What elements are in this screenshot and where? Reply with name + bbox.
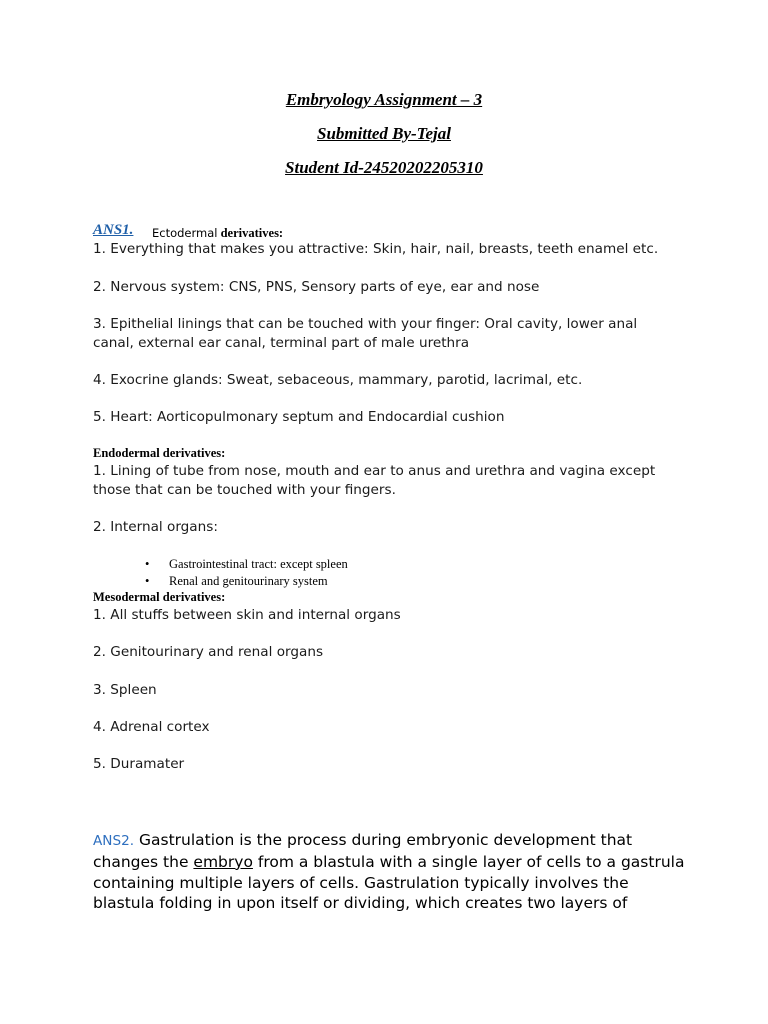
ecto-item-2: 2. Nervous system: CNS, PNS, Sensory parts of eye, ear and nose [93,279,540,295]
ectodermal-word: Ectodermal [152,226,218,240]
ans2-paragraph [93,830,693,914]
ans2-label: ANS2. [93,833,135,849]
list-item-text: Gastrointestinal tract: except spleen [169,557,348,571]
ecto-item-1: 1. Everything that makes you attractive: Skin, hair, nail, breasts, teeth enamel etc. [93,241,659,257]
ectodermal-heading [152,226,283,241]
meso-item-1: 1. All stuffs between skin and internal organs [93,607,401,623]
ecto-item-5: 5. Heart: Aorticopulmonary septum and Endocardial cushion [93,409,505,425]
list-item [145,556,348,573]
ecto-item-3: 3. Epithelial linings that can be touched with your finger: Oral cavity, lower anal [93,316,638,332]
mesodermal-heading: Mesodermal derivatives: [93,590,226,604]
endo-item-2: 2. Internal organs: [93,519,218,535]
meso-item-4: 4. Adrenal cortex [93,719,210,735]
ecto-item-3-cont: canal, external ear canal, terminal part of male urethra [93,335,470,351]
internal-organs-list [145,556,348,590]
list-item [145,573,348,590]
assignment-title: Embryology Assignment – 3 [285,90,483,109]
ecto-item-4: 4. Exocrine glands: Sweat, sebaceous, mammary, parotid, lacrimal, etc. [93,372,583,388]
list-item-text: Renal and genitourinary system [169,574,328,588]
submitted-by: Submitted By-Tejal [317,124,451,143]
student-id: Student Id-24520202205310 [285,158,483,177]
endo-item-1: 1. Lining of tube from nose, mouth and ear to anus and urethra and vagina except [93,463,656,479]
ans1-label: ANS1. [93,222,134,238]
ectodermal-derivatives-word: derivatives: [220,226,284,240]
bullet: • [145,557,150,571]
endodermal-heading: Endodermal derivatives: [93,446,226,460]
meso-item-2: 2. Genitourinary and renal organs [93,644,324,660]
endo-item-1-cont: those that can be touched with your fingers. [93,482,396,498]
ans2-text-b: from a blastula with a single layer of cells to a gastrula containing multiple layers of cells. Gastrulation typically involves the blastula folding in upon itself or dividing, which creates two layers of [93,852,685,913]
bullet: • [145,574,150,588]
meso-item-5: 5. Duramater [93,756,185,772]
meso-item-3: 3. Spleen [93,682,157,698]
ans2-text-a: Gastrulation is the process during embryonic development that changes the [93,831,633,871]
embryo-link[interactable]: embryo [193,852,253,871]
